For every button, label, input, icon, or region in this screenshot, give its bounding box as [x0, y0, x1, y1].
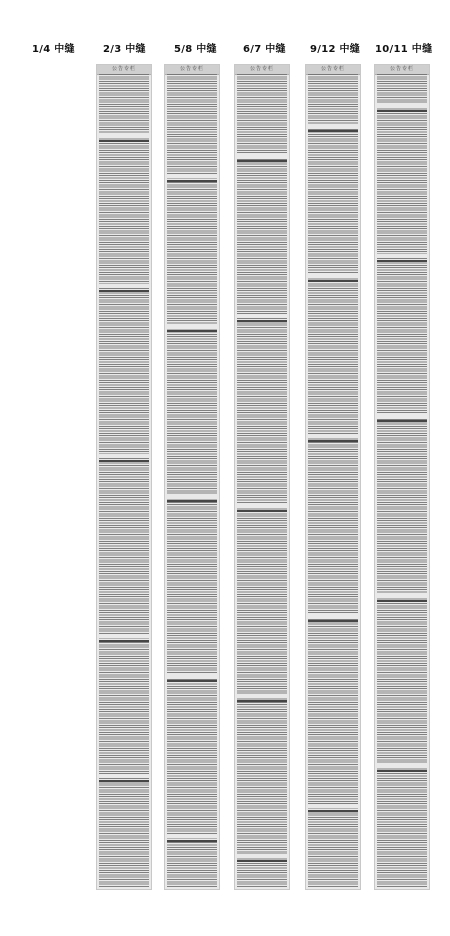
strip-text-block: [308, 74, 358, 887]
notice-strip-5-8: [164, 64, 220, 890]
strip-text-block: [99, 74, 149, 887]
strip-header: 公告专栏: [235, 65, 289, 75]
strip-header: 公告专栏: [306, 65, 360, 75]
notice-strip-2-3: [96, 64, 152, 890]
notice-strip-6-7: [234, 64, 290, 890]
strip-text-block: [377, 74, 427, 887]
strip-header: 公告专栏: [165, 65, 219, 75]
column-label-9-12: 9/12 中缝: [310, 44, 361, 55]
column-label-1-4: 1/4 中缝: [32, 44, 75, 55]
strip-header: 公告专栏: [97, 65, 151, 75]
strip-text-block: [237, 74, 287, 887]
column-label-5-8: 5/8 中缝: [174, 44, 217, 55]
column-label-6-7: 6/7 中缝: [243, 44, 286, 55]
column-label-2-3: 2/3 中缝: [103, 44, 146, 55]
column-label-10-11: 10/11 中缝: [375, 44, 433, 55]
strip-header: 公告专栏: [375, 65, 429, 75]
notice-strip-9-12: [305, 64, 361, 890]
strip-text-block: [167, 74, 217, 887]
notice-strip-10-11: [374, 64, 430, 890]
